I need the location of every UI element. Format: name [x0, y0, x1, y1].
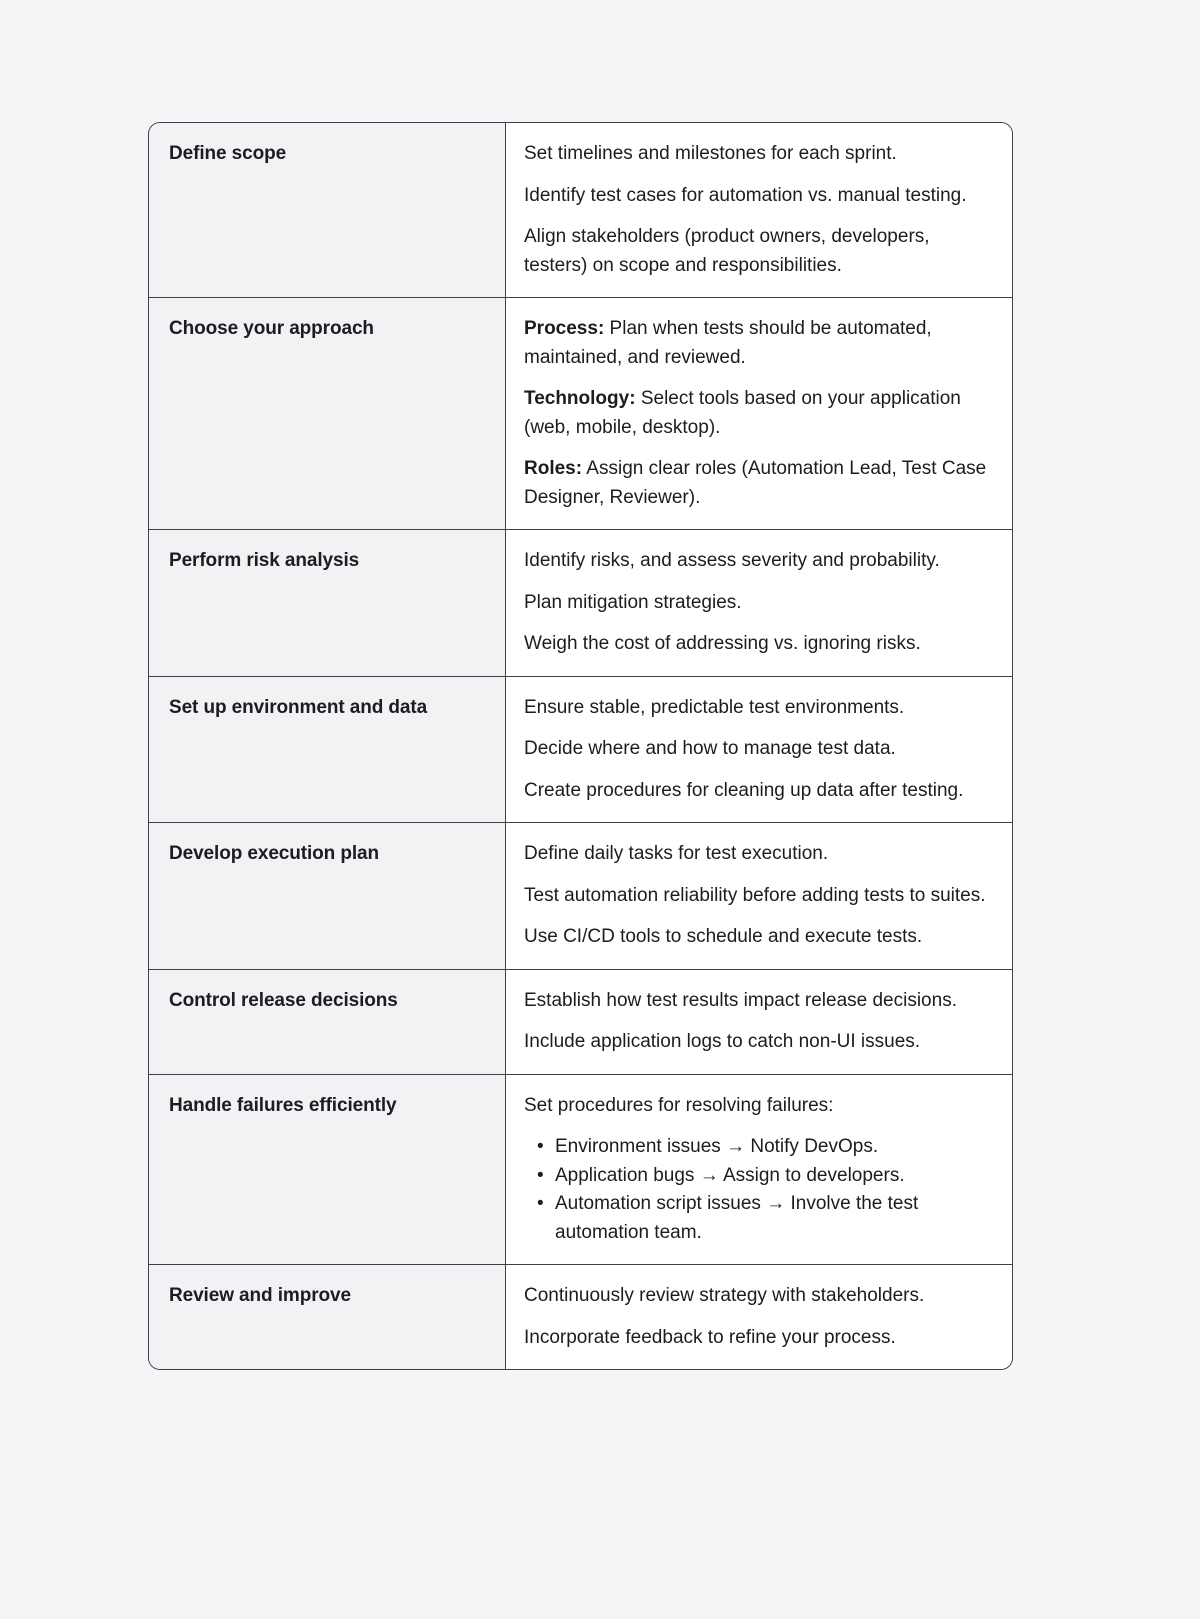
content-paragraph: Identify risks, and assess severity and probability. [524, 550, 940, 571]
table-row [149, 822, 1012, 969]
row-label: Perform risk analysis [149, 530, 506, 676]
table-row [149, 297, 1012, 529]
paragraph-text: Select tools based on your application (web, mobile, desktop). [524, 388, 961, 438]
row-label: Control release decisions [149, 970, 506, 1074]
row-content [506, 123, 1012, 297]
row-content [506, 1075, 1012, 1265]
row-content [506, 970, 1012, 1074]
content-paragraph [524, 315, 990, 372]
content-paragraph: Incorporate feedback to refine your process. [524, 1326, 896, 1348]
row-label: Set up environment and data [149, 677, 506, 823]
content-paragraph: Identify test cases for automation vs. manual testing. [524, 184, 967, 206]
paragraph-text: Plan when tests should be automated, maintained, and reviewed. [524, 318, 932, 368]
table-row [149, 1264, 1012, 1369]
test-strategy-table [148, 122, 1013, 1370]
row-label: Review and improve [149, 1265, 506, 1369]
content-paragraph [524, 385, 990, 442]
content-paragraph: Test automation reliability before adding tests to suites. [524, 884, 986, 906]
row-content [506, 677, 1012, 823]
row-label: Develop execution plan [149, 823, 506, 969]
row-content [506, 298, 1012, 529]
paragraph-lead: Process: [524, 318, 605, 339]
content-paragraph: Use CI/CD tools to schedule and execute tests. [524, 926, 923, 947]
row-label: Define scope [149, 123, 506, 297]
row-content [506, 823, 1012, 969]
table-row [149, 123, 1012, 297]
content-paragraph: Continuously review strategy with stakeholders. [524, 1285, 925, 1306]
table-row [149, 969, 1012, 1074]
paragraph-text: Assign clear roles (Automation Lead, Test Case Designer, Reviewer). [524, 458, 987, 508]
row-label: Choose your approach [149, 298, 506, 529]
content-paragraph: Set procedures for resolving failures: [524, 1094, 834, 1116]
content-paragraph: Establish how test results impact release decisions. [524, 989, 957, 1011]
bullet-list [524, 1133, 990, 1247]
table-row [149, 676, 1012, 823]
content-paragraph [524, 455, 990, 512]
row-content [506, 530, 1012, 676]
content-paragraph: Plan mitigation strategies. [524, 591, 742, 613]
content-paragraph: Set timelines and milestones for each sprint. [524, 143, 897, 164]
content-paragraph: Define daily tasks for test execution. [524, 843, 829, 864]
content-paragraph: Weigh the cost of addressing vs. ignoring risks. [524, 633, 921, 654]
bullet-item: • Automation script issues → Involve the test automation team. [524, 1190, 990, 1247]
row-content [506, 1265, 1012, 1369]
bullet-item: • Application bugs → Assign to developers. [524, 1162, 990, 1191]
content-paragraph: Include application logs to catch non-UI issues. [524, 1031, 921, 1052]
content-paragraph: Create procedures for cleaning up data after testing. [524, 779, 964, 801]
bullet-item: • Environment issues → Notify DevOps. [524, 1133, 990, 1162]
content-paragraph: Decide where and how to manage test data. [524, 738, 896, 759]
paragraph-lead: Technology: [524, 388, 636, 409]
paragraph-lead: Roles: [524, 458, 583, 479]
table-row [149, 529, 1012, 676]
content-paragraph: Ensure stable, predictable test environments. [524, 696, 905, 718]
table-row [149, 1074, 1012, 1265]
row-label: Handle failures efficiently [149, 1075, 506, 1265]
content-paragraph: Align stakeholders (product owners, developers, testers) on scope and responsibilities. [524, 226, 930, 276]
